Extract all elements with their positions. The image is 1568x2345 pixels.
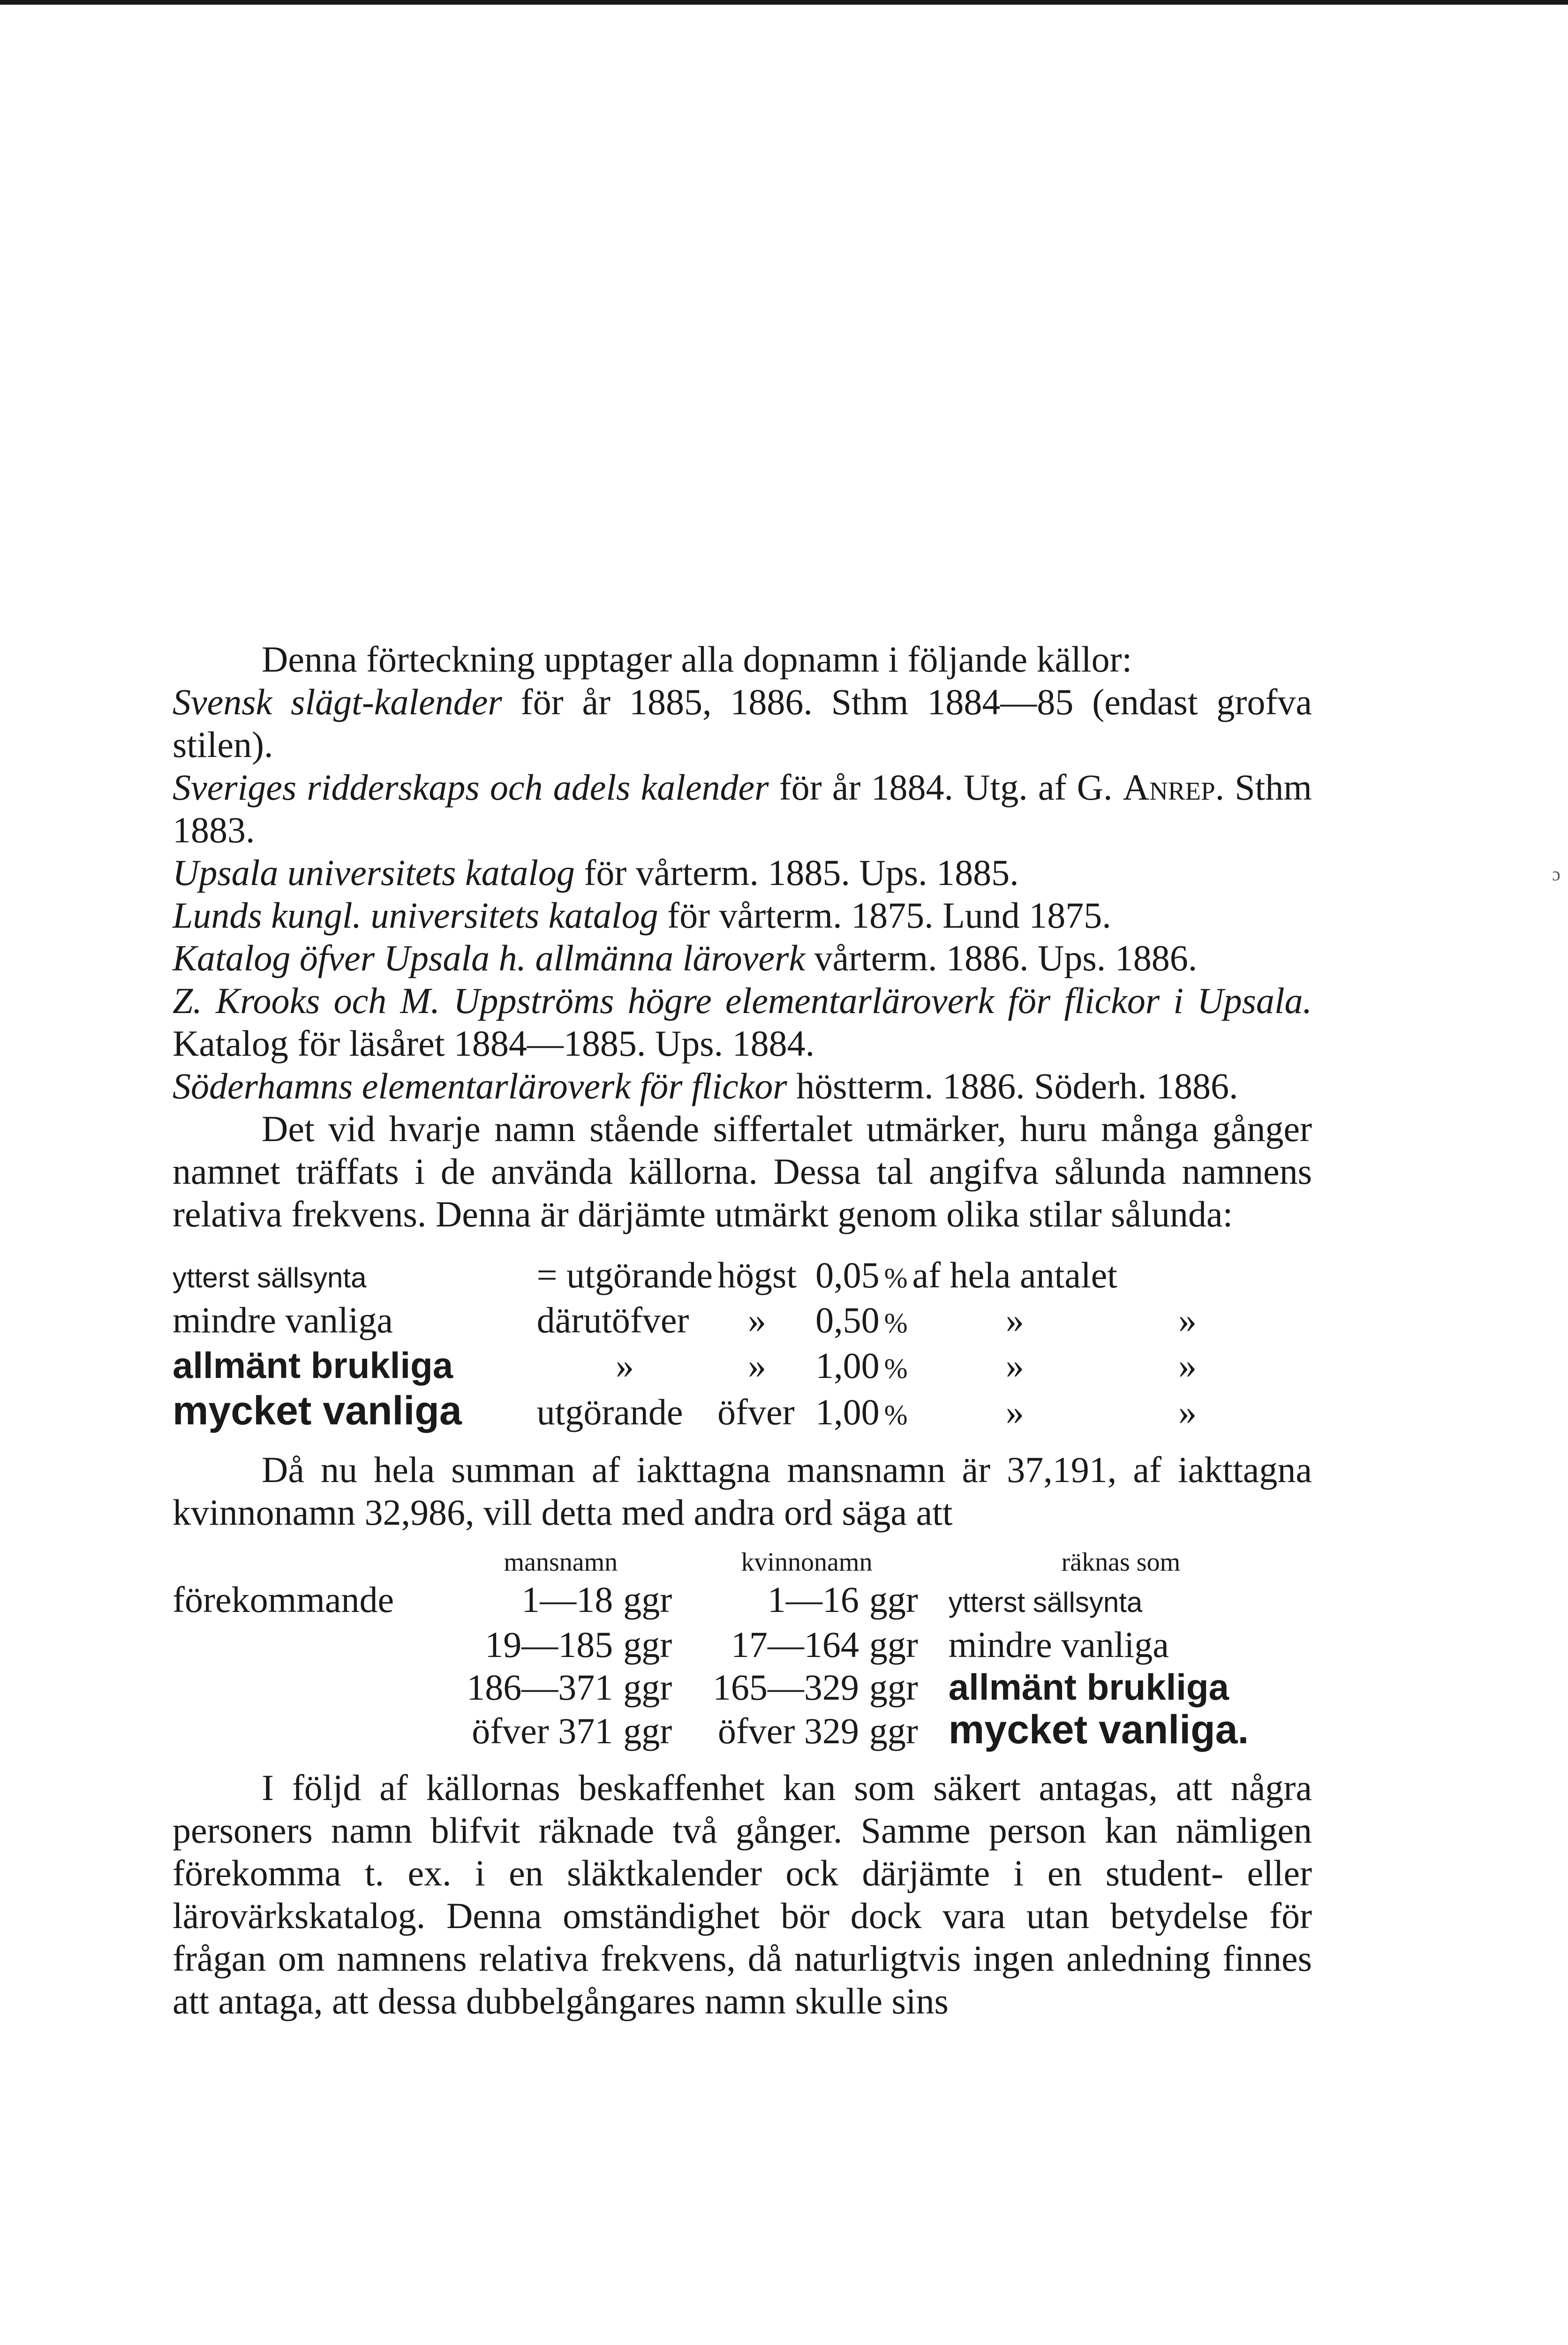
- table-row: allmänt brukliga » » 1,00 % » »: [173, 1344, 1201, 1390]
- source-item: Söderhamns elementarläroverk för flickor höstterm. 1886. Söderh. 1886.: [173, 1066, 1238, 1106]
- margin-mark: ɔ: [1552, 863, 1560, 885]
- style-label: allmänt brukliga: [173, 1345, 453, 1386]
- intro-paragraph: Denna förteckning upptager alla dopnamn i följande källor:: [262, 639, 1132, 680]
- source-item: Svensk slägt-kalender för år 1885, 1886. Sthm 1884—85 (endast grofva stilen).: [173, 681, 1312, 765]
- source-title: Upsala universitets katalog: [173, 852, 575, 893]
- source-item: Upsala universitets katalog för vårterm. 1885. Ups. 1885.: [173, 852, 1019, 893]
- source-title: Z. Krooks och M. Uppströms högre elementarläroverk för flickor i Upsala.: [173, 980, 1312, 1021]
- page-body: [173, 638, 1312, 2022]
- table-row: 186—371 ggr 165—329 ggr allmänt brukliga: [467, 1666, 1229, 1708]
- table-row: mycket vanliga utgörande öfver 1,00 % » »: [173, 1390, 1201, 1436]
- top-rule-right: [1172, 0, 1568, 3]
- source-item: Z. Krooks och M. Uppströms högre elementarläroverk för flickor i Upsala. Katalog för läsåret 1884—1885. Ups. 1884.: [173, 980, 1312, 1064]
- style-label: ytterst sällsynta: [173, 1262, 367, 1294]
- source-title: Lunds kungl. universitets katalog: [173, 895, 658, 936]
- table-header-row: [173, 1546, 1312, 1579]
- column-header-women: kvinnonamn: [741, 1548, 873, 1577]
- table-row: förekommande 1—18 ggr 1—16 ggr ytterst sällsynta: [173, 1579, 1312, 1624]
- source-title: Katalog öfver Upsala h. allmänna läroverk: [173, 938, 806, 978]
- table-row: ytterst sällsynta = utgörande högst 0,05 % af hela antalet: [173, 1254, 1201, 1299]
- frequency-style-table: [173, 1254, 1201, 1436]
- table-row: öfver 371 ggr öfver 329 ggr mycket vanliga.: [472, 1707, 1249, 1752]
- table-row: mindre vanliga därutöfver » 0,50 % » »: [173, 1299, 1201, 1344]
- source-title: Söderhamns elementarläroverk för flickor: [173, 1066, 787, 1106]
- source-item: Lunds kungl. universitets katalog för vårterm. 1875. Lund 1875.: [173, 895, 1111, 936]
- table-row: 19—185 ggr 17—164 ggr mindre vanliga: [485, 1624, 1169, 1665]
- source-title: Svensk slägt-kalender: [173, 681, 502, 722]
- style-label: mindre vanliga: [173, 1300, 393, 1340]
- source-list: [173, 681, 1312, 1107]
- row-lead: förekommande: [173, 1579, 394, 1620]
- source-item: Sveriges ridderskaps och adels kalender för år 1884. Utg. af G. Anrep. Sthm 1883.: [173, 767, 1312, 850]
- column-header-men: mansnamn: [504, 1548, 618, 1577]
- column-header-counted: räknas som: [1061, 1548, 1181, 1577]
- frequency-range-table: [173, 1546, 1312, 1752]
- source-item: Katalog öfver Upsala h. allmänna läroverk vårterm. 1886. Ups. 1886.: [173, 938, 1198, 978]
- author-name: Anrep: [1123, 767, 1215, 808]
- source-title: Sveriges ridderskaps och adels kalender: [173, 767, 769, 808]
- closing-paragraph: I följd af källornas beskaffenhet kan som säkert antagas, att några personers namn blifvit räknade två gånger. Samme person kan nämligen förekomma t. ex. i en släktkalender ock därjämte i en student- eller lärovärkskatalog. Denna omständighet bör dock vara utan betydelse för frågan om namnens relativa frekvens, då naturligtvis ingen anledning finnes att antaga, att dessa dubbelgångares namn skulle sins: [173, 1767, 1312, 2021]
- totals-paragraph: Då nu hela summan af iakttagna mansnamn är 37,191, af iakttagna kvinnonamn 32,986, vill detta med andra ord säga att: [173, 1449, 1312, 1533]
- style-label: mycket vanliga: [173, 1388, 462, 1433]
- figures-paragraph: Det vid hvarje namn stående siffertalet utmärker, huru många gånger namnet träffats i de använda källorna. Dessa tal angifva sålunda namnens relativa frekvens. Denna är därjämte utmärkt genom olika stilar sålunda:: [173, 1108, 1312, 1234]
